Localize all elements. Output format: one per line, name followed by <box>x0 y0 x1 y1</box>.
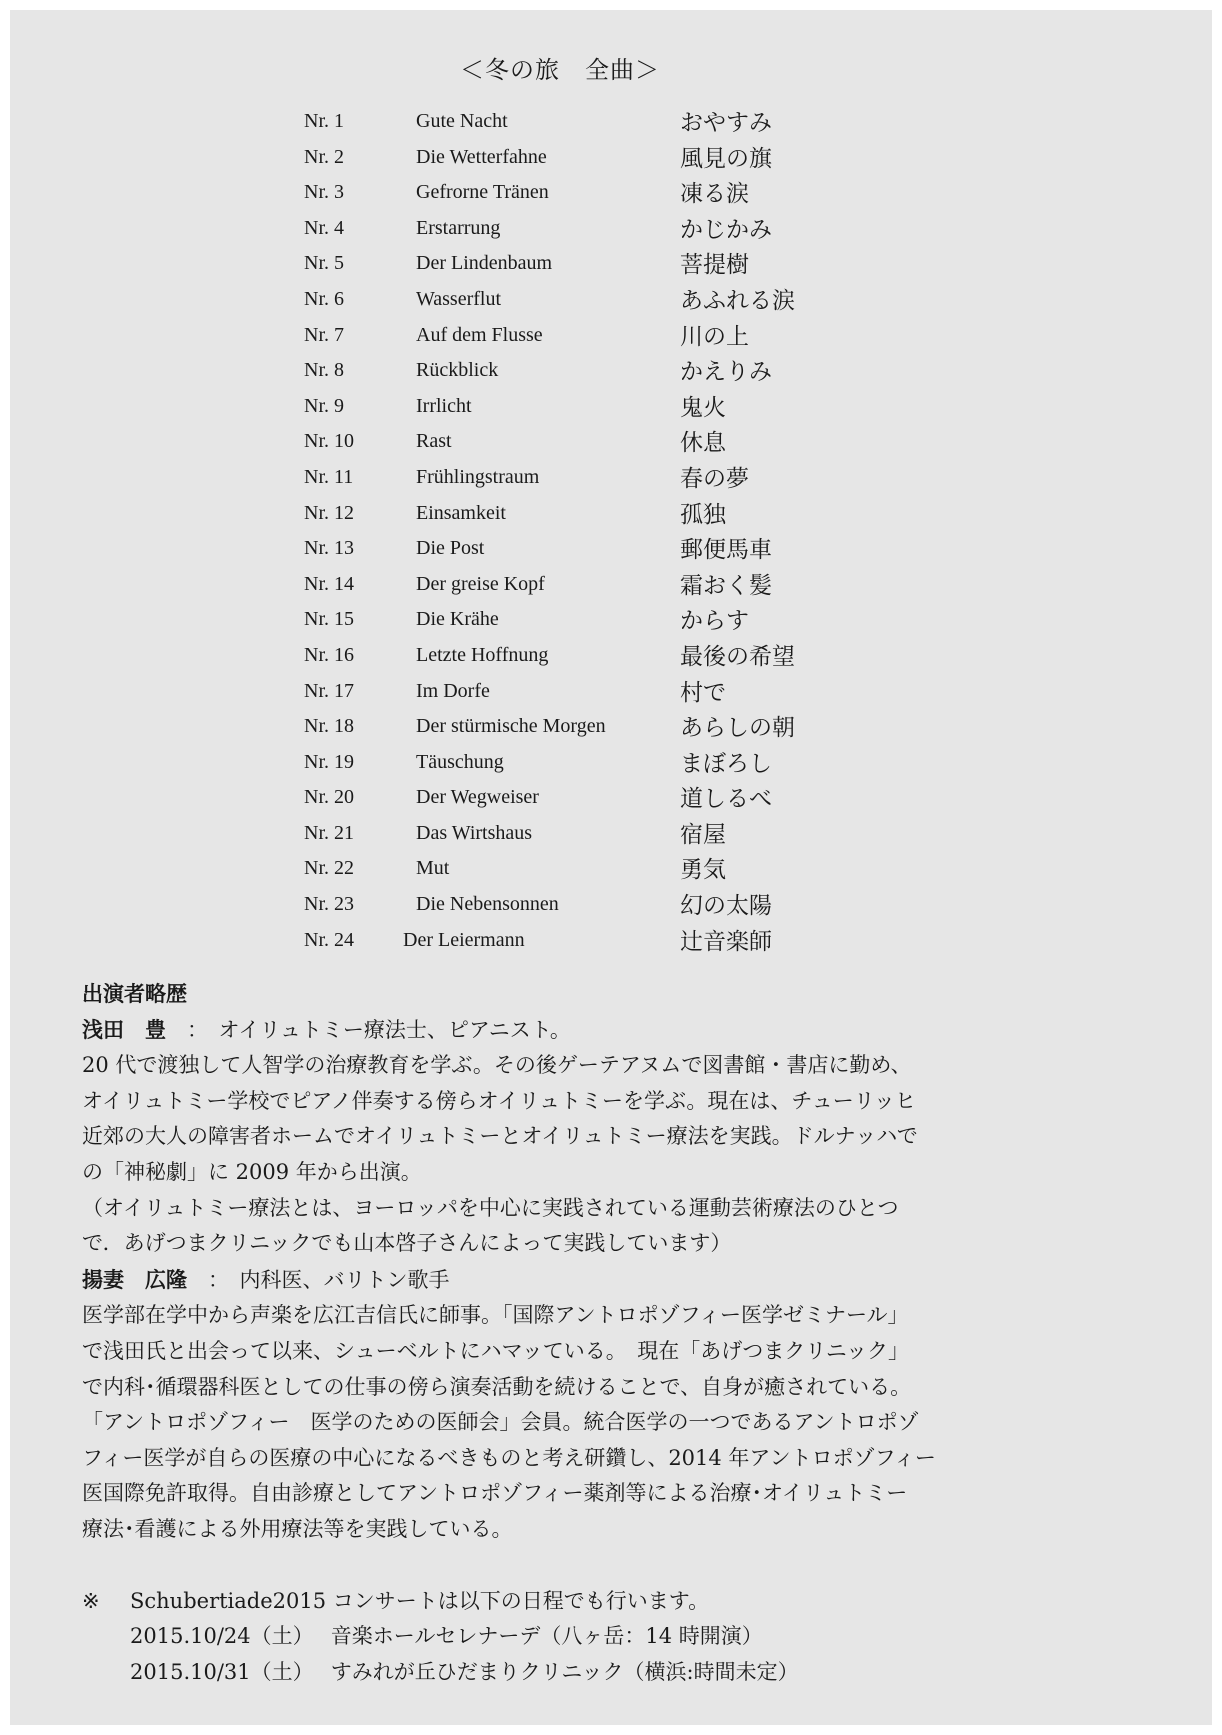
bio-line: 療法･看護による外用療法等を実践している。 <box>82 1516 513 1541</box>
song-row <box>10 351 1212 387</box>
performer-biographies <box>82 976 1122 1690</box>
song-japanese-title: 郵便馬車 <box>680 537 772 564</box>
song-row <box>10 494 1212 530</box>
song-number: Nr. 19 <box>304 750 354 773</box>
performer-1-header <box>82 1012 1122 1049</box>
song-row <box>10 209 1212 245</box>
song-row <box>10 885 1212 921</box>
song-number: Nr. 24 <box>304 928 354 951</box>
song-german-title: Im Dorfe <box>416 679 490 702</box>
song-japanese-title: 宿屋 <box>680 821 726 848</box>
song-german-title: Irrlicht <box>416 394 472 417</box>
song-japanese-title: 菩提樹 <box>680 252 749 279</box>
song-german-title: Rast <box>416 430 452 453</box>
song-number: Nr. 14 <box>304 572 354 595</box>
song-row <box>10 707 1212 743</box>
song-row <box>10 244 1212 280</box>
song-number: Nr. 13 <box>304 537 354 560</box>
song-german-title: Frühlingstraum <box>416 465 540 488</box>
song-row <box>10 921 1212 957</box>
notice-line <box>82 1584 1122 1620</box>
song-japanese-title: かじかみ <box>680 216 772 243</box>
song-japanese-title: 霜おく髪 <box>680 572 772 599</box>
bio-line: フィー医学が自らの医療の中心になるべきものと考え研鑽し、2014 年アントロポゾフィー <box>82 1445 936 1470</box>
song-number: Nr. 7 <box>304 323 344 346</box>
song-german-title: Täuschung <box>416 750 504 773</box>
song-german-title: Die Krähe <box>416 608 499 631</box>
notice-text: Schubertiade2015 コンサートは以下の日程でも行います。 <box>130 1588 710 1613</box>
song-japanese-title: 休息 <box>680 430 726 457</box>
song-german-title: Der Lindenbaum <box>416 252 553 275</box>
performer-1-name: 浅田 豊 <box>82 1016 166 1042</box>
song-german-title: Der stürmische Morgen <box>416 715 606 738</box>
song-row <box>10 743 1212 779</box>
song-row <box>10 458 1212 494</box>
song-row <box>10 600 1212 636</box>
song-japanese-title: 幻の太陽 <box>680 893 772 920</box>
bio-line: （オイリュトミー療法とは、ヨーロッパを中心に実践されている運動芸術療法のひとつ <box>82 1195 899 1220</box>
song-japanese-title: 凍る涙 <box>680 181 749 208</box>
concert-date: 2015.10/24（土） 音楽ホールセレナーデ（八ヶ岳：14 時開演） <box>130 1624 763 1649</box>
song-german-title: Erstarrung <box>416 216 501 239</box>
song-row <box>10 422 1212 458</box>
song-number: Nr. 18 <box>304 715 354 738</box>
song-german-title: Wasserflut <box>416 287 502 310</box>
song-row <box>10 173 1212 209</box>
section-spacer <box>82 1548 1122 1584</box>
bio-line: オイリュトミー学校でピアノ伴奏する傍らオイリュトミーを学ぶ。現在は、チューリッヒ <box>82 1088 916 1113</box>
performer-1-role: ： オイリュトミー療法士、ピアニスト。 <box>187 1017 571 1042</box>
song-row <box>10 778 1212 814</box>
program-page <box>10 10 1212 1725</box>
song-german-title: Gute Nacht <box>416 110 508 132</box>
song-german-title: Letzte Hoffnung <box>416 643 549 666</box>
song-german-title: Einsamkeit <box>416 501 506 524</box>
song-row <box>10 636 1212 672</box>
song-row <box>10 672 1212 708</box>
song-german-title: Die Nebensonnen <box>416 893 559 916</box>
song-japanese-title: 最後の希望 <box>680 643 795 670</box>
song-number: Nr. 21 <box>304 821 354 844</box>
song-german-title: Der greise Kopf <box>416 572 545 595</box>
song-japanese-title: 風見の旗 <box>680 145 772 172</box>
song-german-title: Der Wegweiser <box>416 786 539 809</box>
performer-2-name: 揚妻 広隆 <box>82 1266 187 1292</box>
song-japanese-title: 孤独 <box>680 501 726 528</box>
song-row <box>10 814 1212 850</box>
song-japanese-title: おやすみ <box>680 110 772 136</box>
song-number: Nr. 20 <box>304 786 354 809</box>
song-number: Nr. 8 <box>304 359 344 382</box>
song-number: Nr. 9 <box>304 394 344 417</box>
performer-2-header <box>82 1262 1122 1299</box>
song-number: Nr. 23 <box>304 893 354 916</box>
song-german-title: Gefrorne Tränen <box>416 181 549 204</box>
song-german-title: Rückblick <box>416 359 499 382</box>
bio-line: 近郊の大人の障害者ホームでオイリュトミーとオイリュトミー療法を実践。ドルナッハで <box>82 1124 918 1149</box>
song-japanese-title: 春の夢 <box>680 465 749 492</box>
song-list <box>10 102 1212 956</box>
song-number: Nr. 10 <box>304 430 354 453</box>
song-number: Nr. 6 <box>304 287 344 310</box>
song-japanese-title: 道しるべ <box>680 786 772 813</box>
song-row <box>10 849 1212 885</box>
song-row <box>10 102 1212 138</box>
concert-date: 2015.10/31（土） すみれが丘ひだまりクリニック（横浜:時間未定） <box>130 1659 799 1684</box>
song-row <box>10 280 1212 316</box>
song-japanese-title: かえりみ <box>680 359 772 386</box>
song-row <box>10 316 1212 352</box>
bio-line: 「アントロポゾフィー 医学のための医師会」会員。統合医学の一つであるアントロポゾ <box>82 1410 919 1435</box>
bio-line: で．あげつまクリニックでも山本啓子さんによって実践しています） <box>82 1231 732 1256</box>
bio-line: 20 代で渡独して人智学の治療教育を学ぶ。その後ゲーテアヌムで図書館・書店に勤め、 <box>82 1053 912 1078</box>
song-number: Nr. 12 <box>304 501 354 524</box>
song-japanese-title: 勇気 <box>680 857 726 884</box>
song-japanese-title: 鬼火 <box>680 394 726 421</box>
song-japanese-title: まぼろし <box>680 750 772 777</box>
song-japanese-title: 辻音楽師 <box>680 928 772 955</box>
song-number: Nr. 5 <box>304 252 344 275</box>
bio-line: で内科･循環器科医としての仕事の傍ら演奏活動を続けることで、自身が癒されている。 <box>82 1374 912 1399</box>
song-german-title: Die Wetterfahne <box>416 145 547 168</box>
song-row <box>10 565 1212 601</box>
song-japanese-title: からす <box>680 608 749 635</box>
bio-line: の「神秘劇」に 2009 年から出演。 <box>82 1159 422 1184</box>
bio-line: 医国際免許取得。自由診療としてアントロポゾフィー薬剤等による治療･オイリュトミー <box>82 1481 908 1506</box>
song-german-title: Der Leiermann <box>403 928 525 951</box>
song-japanese-title: あふれる涙 <box>680 287 795 314</box>
song-german-title: Die Post <box>416 537 485 560</box>
song-number: Nr. 1 <box>304 110 344 132</box>
song-german-title: Auf dem Flusse <box>416 323 543 346</box>
song-number: Nr. 22 <box>304 857 354 880</box>
song-japanese-title: あらしの朝 <box>680 715 795 742</box>
song-german-title: Mut <box>416 857 450 880</box>
song-japanese-title: 川の上 <box>680 323 749 350</box>
song-number: Nr. 2 <box>304 145 344 168</box>
song-number: Nr. 4 <box>304 216 344 239</box>
program-title: ＜冬の旅 全曲＞ <box>460 56 660 84</box>
performer-2-role: ： 内科医、バリトン歌手 <box>208 1267 450 1292</box>
reference-mark: ※ <box>82 1588 100 1613</box>
song-german-title: Das Wirtshaus <box>416 821 533 844</box>
song-row <box>10 138 1212 174</box>
bio-line: 医学部在学中から声楽を広江吉信氏に師事。「国際アントロポゾフィー医学ゼミナール」 <box>82 1303 909 1328</box>
song-number: Nr. 16 <box>304 643 354 666</box>
song-row <box>10 529 1212 565</box>
song-japanese-title: 村で <box>680 679 726 706</box>
bio-heading: 出演者略歴 <box>82 981 187 1006</box>
song-row <box>10 387 1212 423</box>
song-number: Nr. 17 <box>304 679 354 702</box>
bio-line: で浅田氏と出会って以来、シューベルトにハマッている。 現在「あげつまクリニック」 <box>82 1338 909 1363</box>
song-number: Nr. 15 <box>304 608 354 631</box>
song-number: Nr. 11 <box>304 465 354 488</box>
song-number: Nr. 3 <box>304 181 344 204</box>
